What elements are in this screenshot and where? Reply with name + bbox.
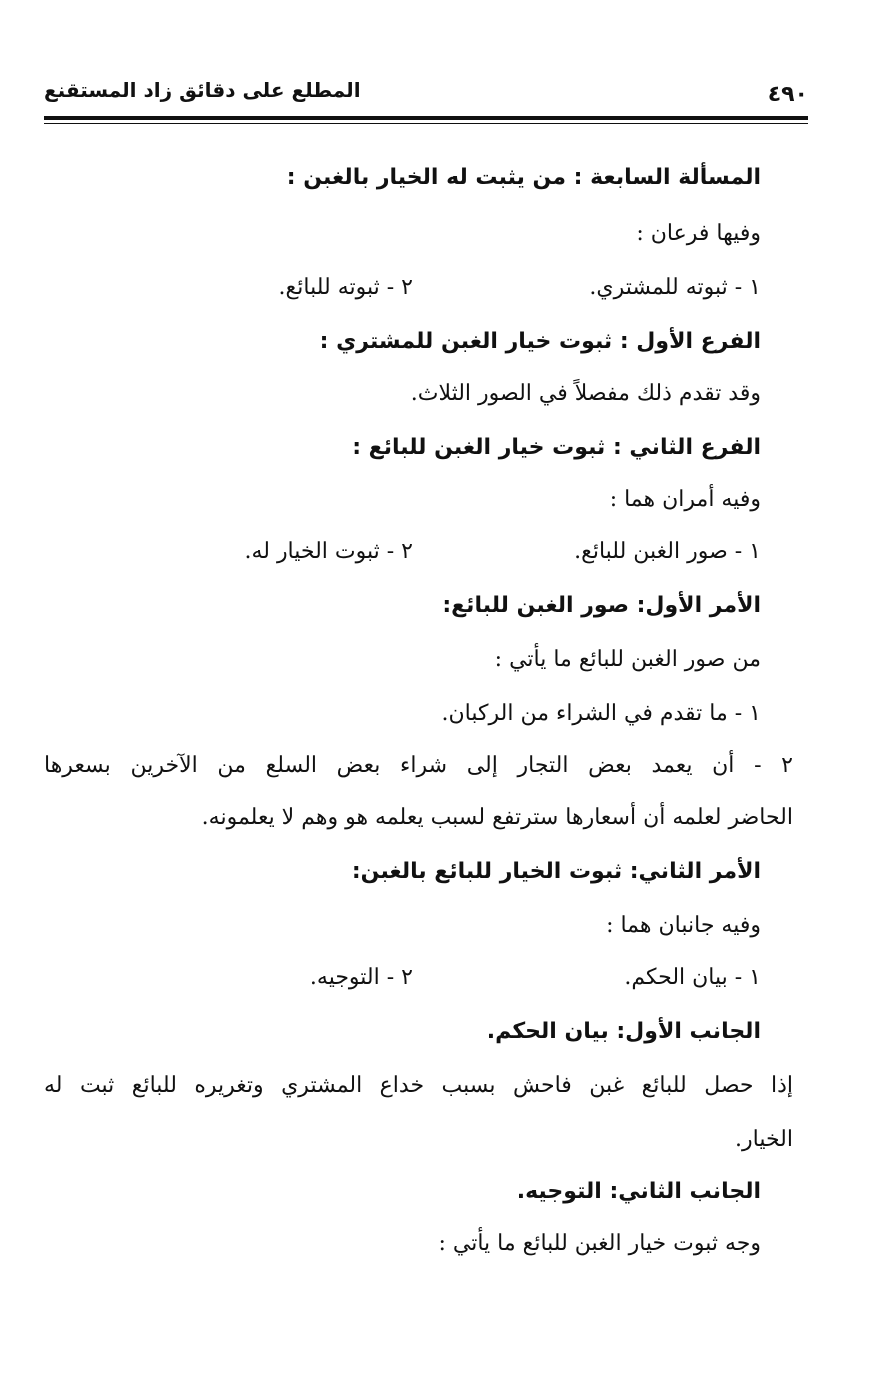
side-item-2: ٢ - التوجيه. (309, 965, 413, 990)
matter-item-2: ٢ - ثبوت الخيار له. (244, 539, 413, 564)
matter-1-point-2-line-1: ٢ - أن يعمد بعض التجار إلى شراء بعض السلع من الآخرين بسعرها (44, 753, 793, 778)
intro-sides: وفيه جانبان هما : (606, 913, 761, 938)
heading-branch-1: الفرع الأول : ثبوت خيار الغبن للمشتري : (319, 329, 761, 354)
branch-item-1: ١ - ثبوته للمشتري. (589, 275, 761, 300)
side-1-text-line-1: إذا حصل للبائع غبن فاحش بسبب خداع المشتري وتغريره للبائع ثبت له (44, 1073, 793, 1098)
heading-matter-1: الأمر الأول: صور الغبن للبائع: (442, 593, 761, 618)
page-header (44, 78, 808, 112)
intro-matters: وفيه أمران هما : (609, 487, 761, 512)
heading-masala: المسألة السابعة : من يثبت له الخيار بالغبن : (286, 165, 761, 190)
intro-branches: وفيها فرعان : (636, 221, 761, 246)
page-number: ٤٩٠ (767, 82, 808, 107)
book-title: المطلع على دقائق زاد المستقنع (44, 78, 361, 102)
branch-item-2: ٢ - ثبوته للبائع. (278, 275, 413, 300)
header-rule-thick (44, 116, 808, 120)
matter-1-intro: من صور الغبن للبائع ما يأتي : (494, 647, 761, 672)
header-rule-thin (44, 123, 808, 124)
matter-item-1: ١ - صور الغبن للبائع. (574, 539, 761, 564)
heading-side-1: الجانب الأول: بيان الحكم. (486, 1019, 761, 1044)
heading-matter-2: الأمر الثاني: ثبوت الخيار للبائع بالغبن: (351, 859, 761, 884)
heading-branch-2: الفرع الثاني : ثبوت خيار الغبن للبائع : (352, 435, 761, 460)
side-item-1: ١ - بيان الحكم. (624, 965, 761, 990)
matter-1-point-2-line-2: الحاضر لعلمه أن أسعارها سترتفع لسبب يعلمه هو وهم لا يعلمونه. (201, 805, 793, 830)
heading-side-2: الجانب الثاني: التوجيه. (516, 1179, 761, 1204)
branch-1-text: وقد تقدم ذلك مفصلاً في الصور الثلاث. (410, 381, 761, 406)
side-2-text: وجه ثبوت خيار الغبن للبائع ما يأتي : (438, 1231, 761, 1256)
side-1-text-line-2: الخيار. (735, 1127, 793, 1152)
matter-1-point-1: ١ - ما تقدم في الشراء من الركبان. (441, 701, 761, 726)
